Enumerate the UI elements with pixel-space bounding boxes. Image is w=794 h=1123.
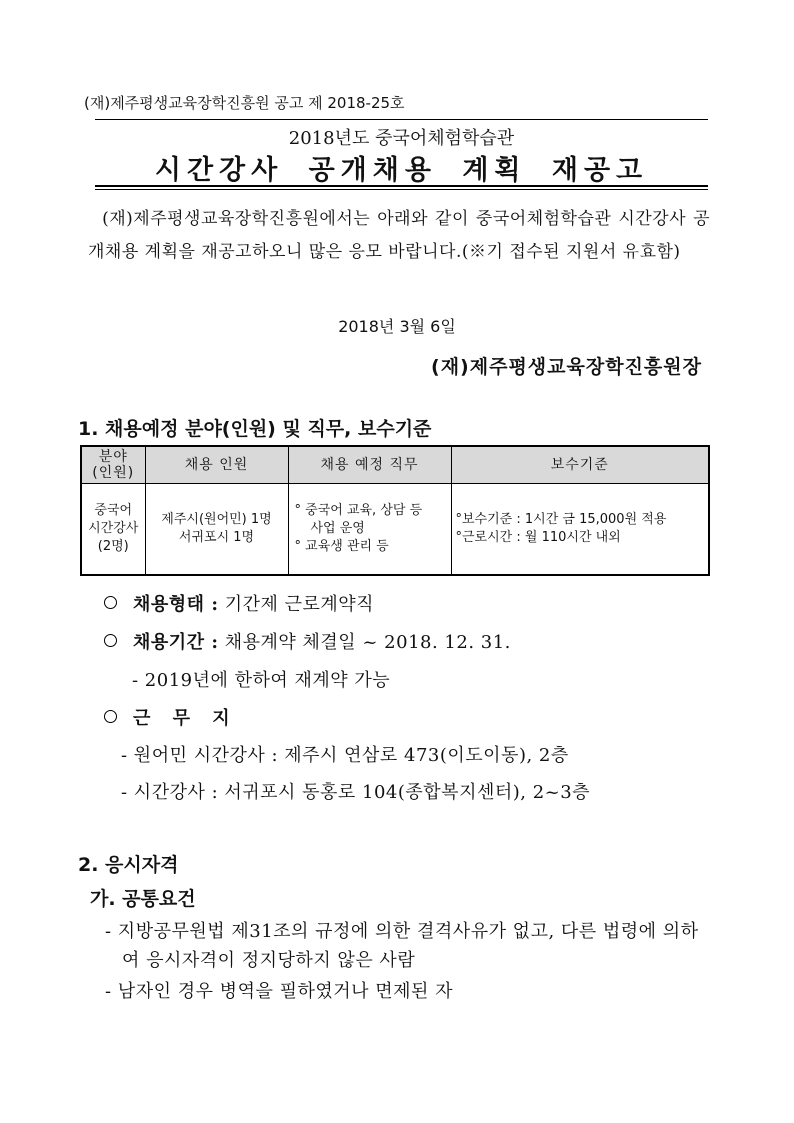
requirement-item: 여 응시자격이 정지당하지 않은 사람 — [122, 950, 416, 971]
title-rule-thin — [95, 189, 708, 190]
header-personnel: 채용 인원 — [145, 446, 288, 484]
section1-heading: 1. 채용예정 분야(인원) 및 직무, 보수기준 — [78, 418, 432, 440]
pay-table — [80, 445, 710, 576]
workplace-item: - 시간강사 : 서귀포시 동홍로 104(종합복지센터), 2~3층 — [121, 782, 591, 803]
section2-subheading: 가. 공통요건 — [90, 888, 196, 910]
document-subtitle: 2018년도 중국어체험학습관 — [288, 128, 515, 149]
table-row — [81, 484, 709, 576]
workplace-item: - 원어민 시간강사 : 제주시 연삼로 473(이도이동), 2층 — [121, 745, 569, 766]
cell-pay: °보수기준 : 1시간 금 15,000원 적용 °근로시간 : 월 110시간 내외 — [451, 484, 709, 576]
top-rule — [95, 119, 708, 120]
period-note: - 2019년에 한하여 재계약 가능 — [132, 670, 391, 691]
workplace-heading: 근 무 지 — [104, 704, 238, 730]
employment-period: 채용기간 : 채용계약 체결일 ~ 2018. 12. 31. — [104, 628, 511, 654]
cell-field: 중국어 시간강사 (2명) — [81, 484, 145, 576]
requirement-item: - 남자인 경우 병역을 필하였거나 면제된 자 — [105, 981, 454, 1002]
circle-bullet-icon — [104, 710, 117, 723]
document-title: 시간강사 공개채용 계획 재공고 — [154, 155, 649, 186]
pay-table-header — [81, 446, 709, 484]
notice-number: (재)제주평생교육장학진흥원 공고 제 2018-25호 — [84, 94, 405, 112]
title-rule-thick — [95, 185, 708, 187]
cell-personnel: 제주시(원어민) 1명 서귀포시 1명 — [145, 484, 288, 576]
requirement-item: - 지방공무원법 제31조의 규정에 의한 결격사유가 없고, 다른 법령에 의하 — [105, 921, 699, 942]
circle-bullet-icon — [104, 596, 117, 609]
announcement-date: 2018년 3월 6일 — [338, 317, 456, 336]
employment-type: 채용형태 : 기간제 근로계약직 — [104, 590, 374, 616]
header-duties: 채용 예정 직무 — [288, 446, 451, 484]
section2-heading: 2. 응시자격 — [78, 854, 179, 876]
cell-duties: ° 중국어 교육, 상담 등 사업 운영 ° 교육생 관리 등 — [288, 484, 451, 576]
header-pay: 보수기준 — [451, 446, 709, 484]
issuer-name: (재)제주평생교육장학진흥원장 — [431, 356, 702, 378]
intro-paragraph: (재)제주평생교육장학진흥원에서는 아래와 같이 중국어체험학습관 시간강사 공개채용 계획을 재공고하오니 많은 응모 바랍니다.(※기 접수된 지원서 유효함) — [88, 209, 710, 262]
circle-bullet-icon — [104, 634, 117, 647]
header-field: 분야 (인원) — [81, 446, 145, 484]
